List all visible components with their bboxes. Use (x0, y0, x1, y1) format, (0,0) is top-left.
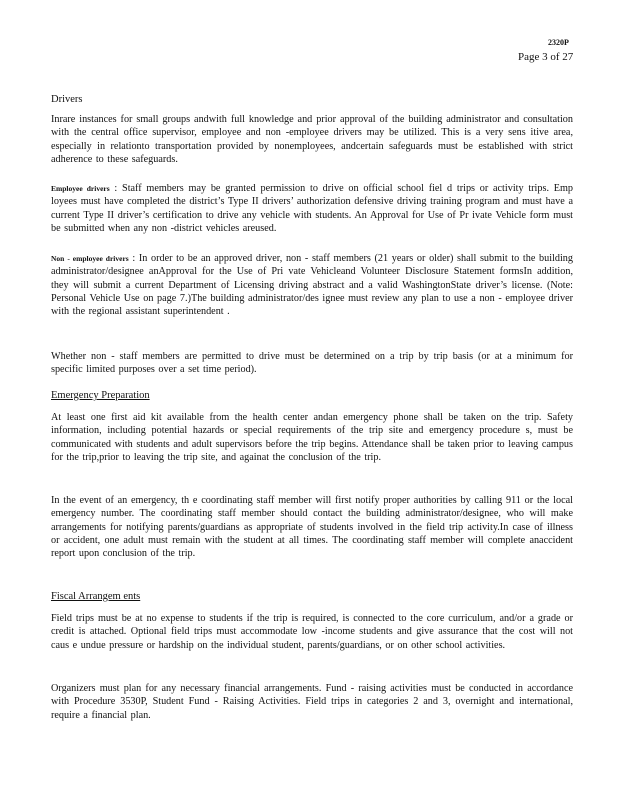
nonemployee-drivers-text: : In order to be an approved driver, non - staff members (21 years or older) shall submit to the building administrator/designee anApproval for the Use of Pri vate Vehicleand Volunteer Disclosure Statement formsIn addition, they will submit a current Department of Licensing driving abstract and a valid WashingtonState driver’s license. (Note: Personal Vehicle Use on page 7.)The building administrator/des ignee must review any plan to use a non - employee driver with the regional assistant superintendent . (51, 253, 573, 318)
fiscal-paragraph-1: Field trips must be at no expense to students if the trip is required, is connected to the core curriculum, and/or a grade or credit is attached. Optional field trips must accommodate low -income students and give assurance that the cost will not caus e undue pressure or hardship on the individual student, parents/guardians, or on other school activities. (51, 613, 573, 651)
employee-drivers-lead: Employee drivers (51, 184, 110, 193)
emergency-paragraph-2: In the event of an emergency, th e coordinating staff member will first notify proper authorities by calling 911 or the local emergency number. The coordinating staff member should contact the building administrator/designee, who will make arrangements for notifying parents/guardians as appropriate of students involved in the field trip activity.In case of illness or accident, one adult must remain with the student at all times. The coordinating staff member will complete anaccident report upon conclusion of the trip. (51, 495, 573, 560)
drivers-intro-paragraph: Inrare instances for small groups andwith full knowledge and prior approval of the building administrator and consultation with the central office supervisor, employee and non -employee drivers may be utilized. This is a very sens itive area, especially in relationto transportation provided by nonemployees, andcertain safeguards must be established with strict adherence to these safeguards. (51, 114, 573, 165)
section-heading-emergency: Emergency Preparation (51, 390, 150, 401)
employee-drivers-text: : Staff members may be granted permission to drive on official school fiel d trips or activity trips. Emp loyees must have completed the district’s Type II drivers’ authorization defensive driving training program and must have a current Type II driver’s certification to drive any vehicle with students. An Approval for Use of Pr ivate Vehicle form must be submitted when any non -district vehicles areused. (51, 183, 573, 234)
emergency-paragraph-1: At least one first aid kit available from the health center andan emergency phone shall be taken on the trip. Safety information, including potential hazards or special requirements of the trip site and emergency procedure s, must be communicated with students and adult supervisors before the trip begins. Attendance shall be taken prior to leaving campus for the trip,prior to leaving the trip site, and againat the conclusion of the trip. (51, 412, 573, 463)
section-heading-drivers: Drivers (51, 94, 83, 105)
page-number: Page 3 of 27 (518, 51, 574, 63)
section-heading-fiscal: Fiscal Arrangem ents (51, 591, 141, 602)
policy-code: 2320P (548, 38, 569, 47)
nonemployee-drivers-lead: Non - employee drivers (51, 254, 129, 263)
employee-drivers-paragraph (51, 182, 573, 235)
fiscal-paragraph-2: Organizers must plan for any necessary financial arrangements. Fund - raising activities must be conducted in accordance with Procedure 3530P, Student Fund - Raising Activities. Field trips in categories 2 and 3, overnight and international, require a financial plan. (51, 683, 573, 721)
nonemployee-drivers-paragraph (51, 252, 573, 318)
whether-paragraph: Whether non - staff members are permitted to drive must be determined on a trip by trip basis (or at a minimum for specific limited purposes over a set time period). (51, 351, 573, 376)
